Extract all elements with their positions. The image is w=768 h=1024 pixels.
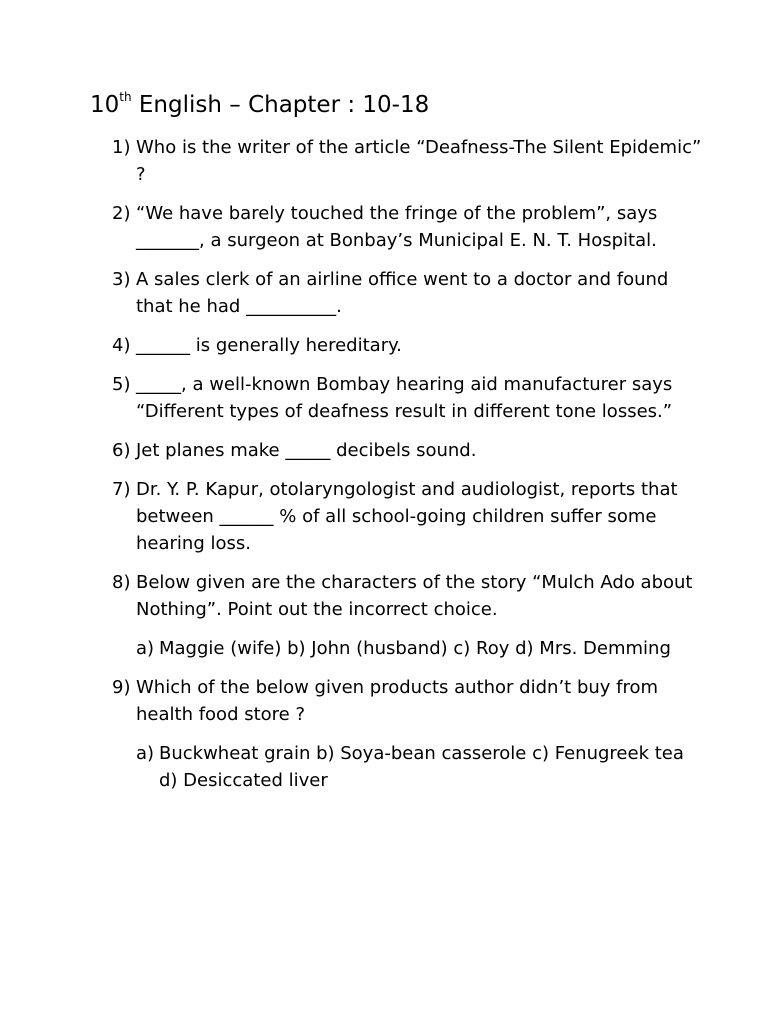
- question-number: 8): [112, 572, 131, 593]
- question-number: 7): [112, 479, 131, 500]
- question-item: [112, 569, 702, 662]
- question-text: Who is the writer of the article “Deafness-The Silent Epidemic” ?: [136, 137, 702, 185]
- question-item: [112, 134, 702, 188]
- option-label: a): [136, 638, 155, 659]
- question-list: [112, 134, 702, 806]
- question-item: [112, 437, 702, 464]
- question-number: 1): [112, 137, 131, 158]
- title-number: 10: [90, 92, 120, 118]
- question-item: [112, 371, 702, 425]
- question-text: Jet planes make _____ decibels sound.: [136, 440, 477, 461]
- question-text: “We have barely touched the fringe of the problem”, says _______, a surgeon at Bonbay’s Municipal E. N. T. Hospital.: [136, 203, 658, 251]
- question-number: 2): [112, 203, 131, 224]
- question-item: [112, 266, 702, 320]
- options-text: Buckwheat grain b) Soya-bean casserole c) Fenugreek tea d) Desiccated liver: [159, 743, 684, 791]
- option-label: a): [136, 743, 155, 764]
- options-text: Maggie (wife) b) John (husband) c) Roy d) Mrs. Demming: [159, 638, 671, 659]
- question-number: 5): [112, 374, 131, 395]
- answer-options: [136, 740, 702, 794]
- question-text: ______ is generally hereditary.: [136, 335, 402, 356]
- question-item: [112, 200, 702, 254]
- question-number: 6): [112, 440, 131, 461]
- title-superscript: th: [119, 90, 132, 104]
- question-item: [112, 674, 702, 794]
- question-text: Below given are the characters of the story “Mulch Ado about Nothing”. Point out the incorrect choice.: [136, 572, 693, 620]
- question-text: _____, a well-known Bombay hearing aid manufacturer says “Different types of deafness result in different tone losses.”: [136, 374, 673, 422]
- page-title: [90, 88, 429, 122]
- question-text: Which of the below given products author didn’t buy from health food store ?: [136, 677, 659, 725]
- question-item: [112, 476, 702, 557]
- question-number: 4): [112, 335, 131, 356]
- question-text: A sales clerk of an airline office went to a doctor and found that he had __________.: [136, 269, 669, 317]
- question-text: Dr. Y. P. Kapur, otolaryngologist and audiologist, reports that between ______ % of all school-going children suffer some hearing loss.: [136, 479, 678, 554]
- question-item: [112, 332, 702, 359]
- title-text: English – Chapter : 10-18: [131, 92, 430, 118]
- question-number: 3): [112, 269, 131, 290]
- answer-options: [136, 635, 702, 662]
- question-number: 9): [112, 677, 131, 698]
